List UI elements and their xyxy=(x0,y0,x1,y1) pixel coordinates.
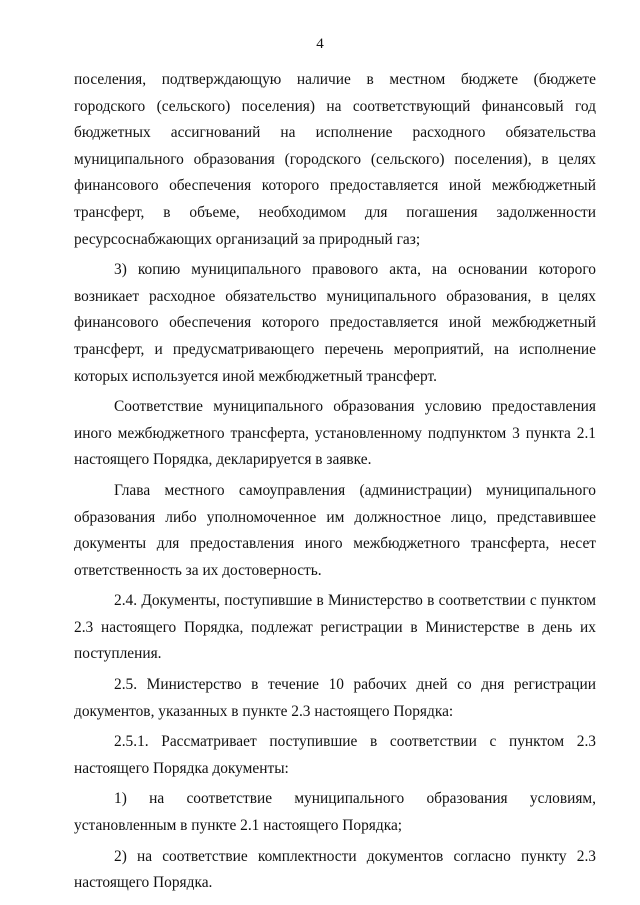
page-number: 4 xyxy=(316,36,324,52)
paragraph-2-5-ministry-review: 2.5. Министерство в течение 10 рабочих дней со дня регистрации документов, указанных в пункте 2.3 настоящего Порядка: xyxy=(74,676,596,720)
paragraph-item-3-legal-act-copy: 3) копию муниципального правового акта, на основании которого возникает расходное обязательство муниципального образования, в целях финансового обеспечения которого предоставляется иной межбюджетный трансферт, и предусматривающего перечень мероприятий, на исполнение которых используется иной межбюджетный трансферт. xyxy=(74,261,596,385)
paragraph-2-4-registration: 2.4. Документы, поступившие в Министерство в соответствии с пунктом 2.3 настоящего Порядка, подлежат регистрации в Министерстве в день их поступления. xyxy=(74,592,596,663)
document-body xyxy=(74,67,596,901)
paragraph-item-2-completeness: 2) на соответствие комплектности документов согласно пункту 2.3 настоящего Порядка. xyxy=(74,847,596,892)
paragraph-compliance-declaration: Соответствие муниципального образования условию предоставления иного межбюджетного трансферта, установленному подпунктом 3 пункта 2.1 настоящего Порядка, декларируется в заявке. xyxy=(74,398,596,469)
paragraph-2-5-1-consideration: 2.5.1. Рассматривает поступившие в соответствии с пунктом 2.3 настоящего Порядка документы: xyxy=(74,733,596,777)
paragraph-item-1-conditions: 1) на соответствие муниципального образования условиям, установленным в пункте 2.1 настоящего Порядка; xyxy=(74,790,596,835)
paragraph-head-responsibility: Глава местного самоуправления (администрации) муниципального образования либо уполномоченное им должностное лицо, представившее документы для предоставления иного межбюджетного трансферта, несет ответственность за их достоверность. xyxy=(74,481,596,579)
paragraph-continuation-settlement-budget: поселения, подтверждающую наличие в местном бюджете (бюджете городского (сельского) поселения) на соответствующий финансовый год бюджетных ассигнований на исполнение расходного обязательства муниципального образования (городского (сельского) поселения), в целях финансового обеспечения которого предоставляется иной межбюджетный трансферт, в объеме, необходимом для погашения задолженности ресурсоснабжающих организаций за природный газ; xyxy=(74,71,596,248)
